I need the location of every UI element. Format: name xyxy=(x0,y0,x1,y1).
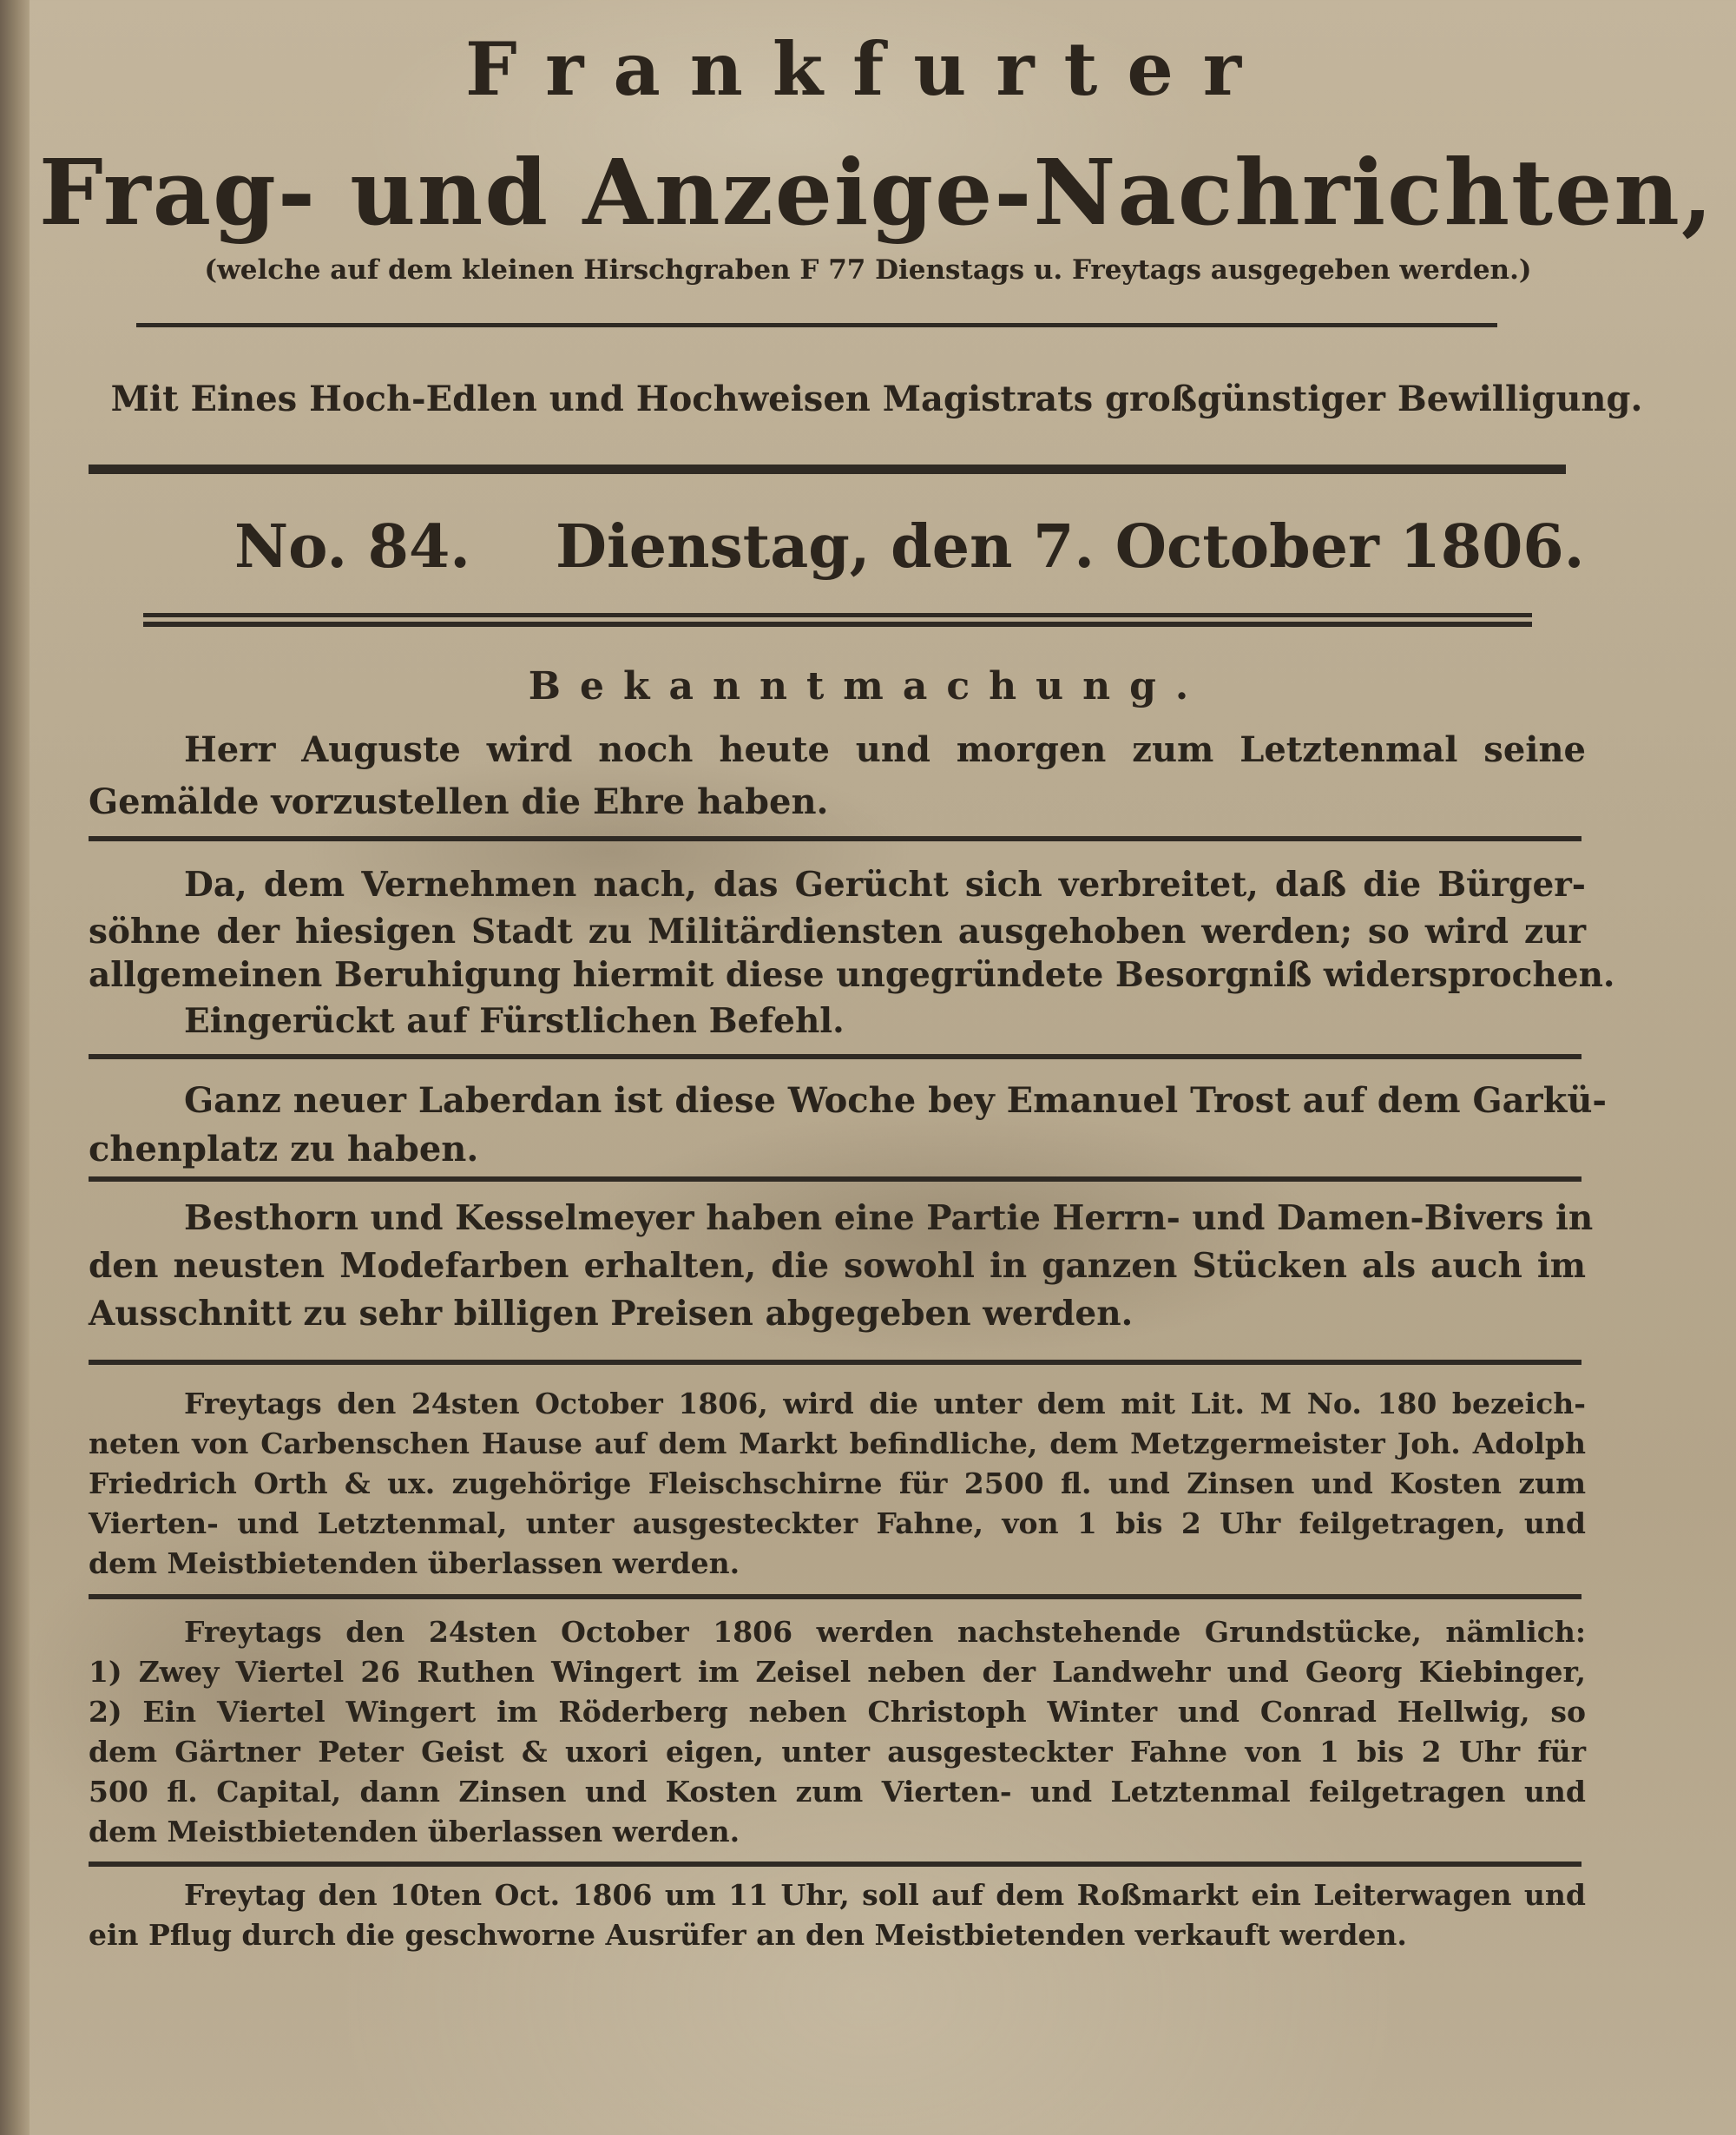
text-line: Freytag den 10ten Oct. 1806 um 11 Uhr, soll auf dem Roßmarkt ein Leiterwagen und xyxy=(184,1878,1586,1912)
text-line: Herr Auguste wird noch heute und morgen zum Letztenmal seine xyxy=(184,729,1586,770)
issue-number: No. 84. xyxy=(234,512,470,582)
text-line: Ausschnitt zu sehr billigen Preisen abgegeben werden. xyxy=(89,1294,1134,1334)
text-line: Besthorn und Kesselmeyer haben eine Partie Herrn- und Damen-Bivers in xyxy=(184,1198,1594,1238)
text-line: Eingerückt auf Fürstlichen Befehl. xyxy=(184,1001,845,1041)
divider xyxy=(89,836,1581,841)
section-heading: Bekanntmachung. xyxy=(528,664,1208,708)
text-line: Freytags den 24sten October 1806 werden nachstehende Grundstücke, nämlich: xyxy=(184,1615,1586,1649)
text-line: dem Meistbietenden überlassen werden. xyxy=(89,1546,740,1580)
issue-date: Dienstag, den 7. October 1806. xyxy=(556,512,1585,582)
divider xyxy=(89,1594,1581,1599)
text-line: Gemälde vorzustellen die Ehre haben. xyxy=(89,781,829,822)
text-line: neten von Carbenschen Hause auf dem Markt befindliche, dem Metzgermeister Joh. Adolph xyxy=(89,1427,1586,1460)
text-line: dem Gärtner Peter Geist & uxori eigen, unter ausgesteckter Fahne von 1 bis 2 Uhr für xyxy=(89,1735,1586,1769)
masthead-title-line2: Frag- und Anzeige-Nachrichten, xyxy=(38,139,1715,246)
text-line: Ganz neuer Laberdan ist diese Woche bey Emanuel Trost auf dem Garkü- xyxy=(184,1080,1608,1121)
divider xyxy=(136,323,1497,327)
text-line: den neusten Modefarben erhalten, die sowohl in ganzen Stücken als auch im xyxy=(89,1246,1586,1286)
divider xyxy=(89,465,1566,474)
text-line: 500 fl. Capital, dann Zinsen und Kosten zum Vierten- und Letztenmal feilgetragen und xyxy=(89,1775,1586,1809)
text-line: 1) Zwey Viertel 26 Ruthen Wingert im Zeisel neben der Landwehr und Georg Kiebinger, xyxy=(89,1655,1586,1689)
text-line: Vierten- und Letztenmal, unter ausgesteckter Fahne, von 1 bis 2 Uhr feilgetragen, und xyxy=(89,1506,1586,1540)
masthead-subtitle: (welche auf dem kleinen Hirschgraben F 77 Dienstags u. Freytags ausgegeben werden.) xyxy=(204,254,1532,286)
divider xyxy=(89,1360,1581,1365)
text-line: 2) Ein Viertel Wingert im Röderberg neben Christoph Winter und Conrad Hellwig, so xyxy=(89,1695,1586,1729)
page-spine xyxy=(0,0,30,2135)
divider xyxy=(89,1862,1581,1867)
divider xyxy=(89,1176,1581,1182)
text-line: Freytags den 24sten October 1806, wird die unter dem mit Lit. M No. 180 bezeich- xyxy=(184,1387,1586,1420)
text-line: Da, dem Vernehmen nach, das Gerücht sich verbreitet, daß die Bürger- xyxy=(184,865,1586,905)
text-line: allgemeinen Beruhigung hiermit diese ungegründete Besorgniß widersprochen. xyxy=(89,955,1615,995)
divider xyxy=(143,613,1532,617)
text-line: söhne der hiesigen Stadt zu Militärdiensten ausgehoben werden; so wird zur xyxy=(89,912,1586,952)
divider xyxy=(143,622,1532,627)
text-line: dem Meistbietenden überlassen werden. xyxy=(89,1815,740,1848)
masthead-privilege: Mit Eines Hoch-Edlen und Hochweisen Magistrats großgünstiger Bewilligung. xyxy=(110,379,1643,419)
masthead-title-line1: Frankfurter xyxy=(464,26,1272,112)
text-line: ein Pflug durch die geschworne Ausrüfer an den Meistbietenden verkauft werden. xyxy=(89,1918,1407,1952)
text-line: chenplatz zu haben. xyxy=(89,1129,479,1170)
text-line: Friedrich Orth & ux. zugehörige Fleischschirne für 2500 fl. und Zinsen und Kosten zum xyxy=(89,1466,1586,1500)
divider xyxy=(89,1054,1581,1059)
